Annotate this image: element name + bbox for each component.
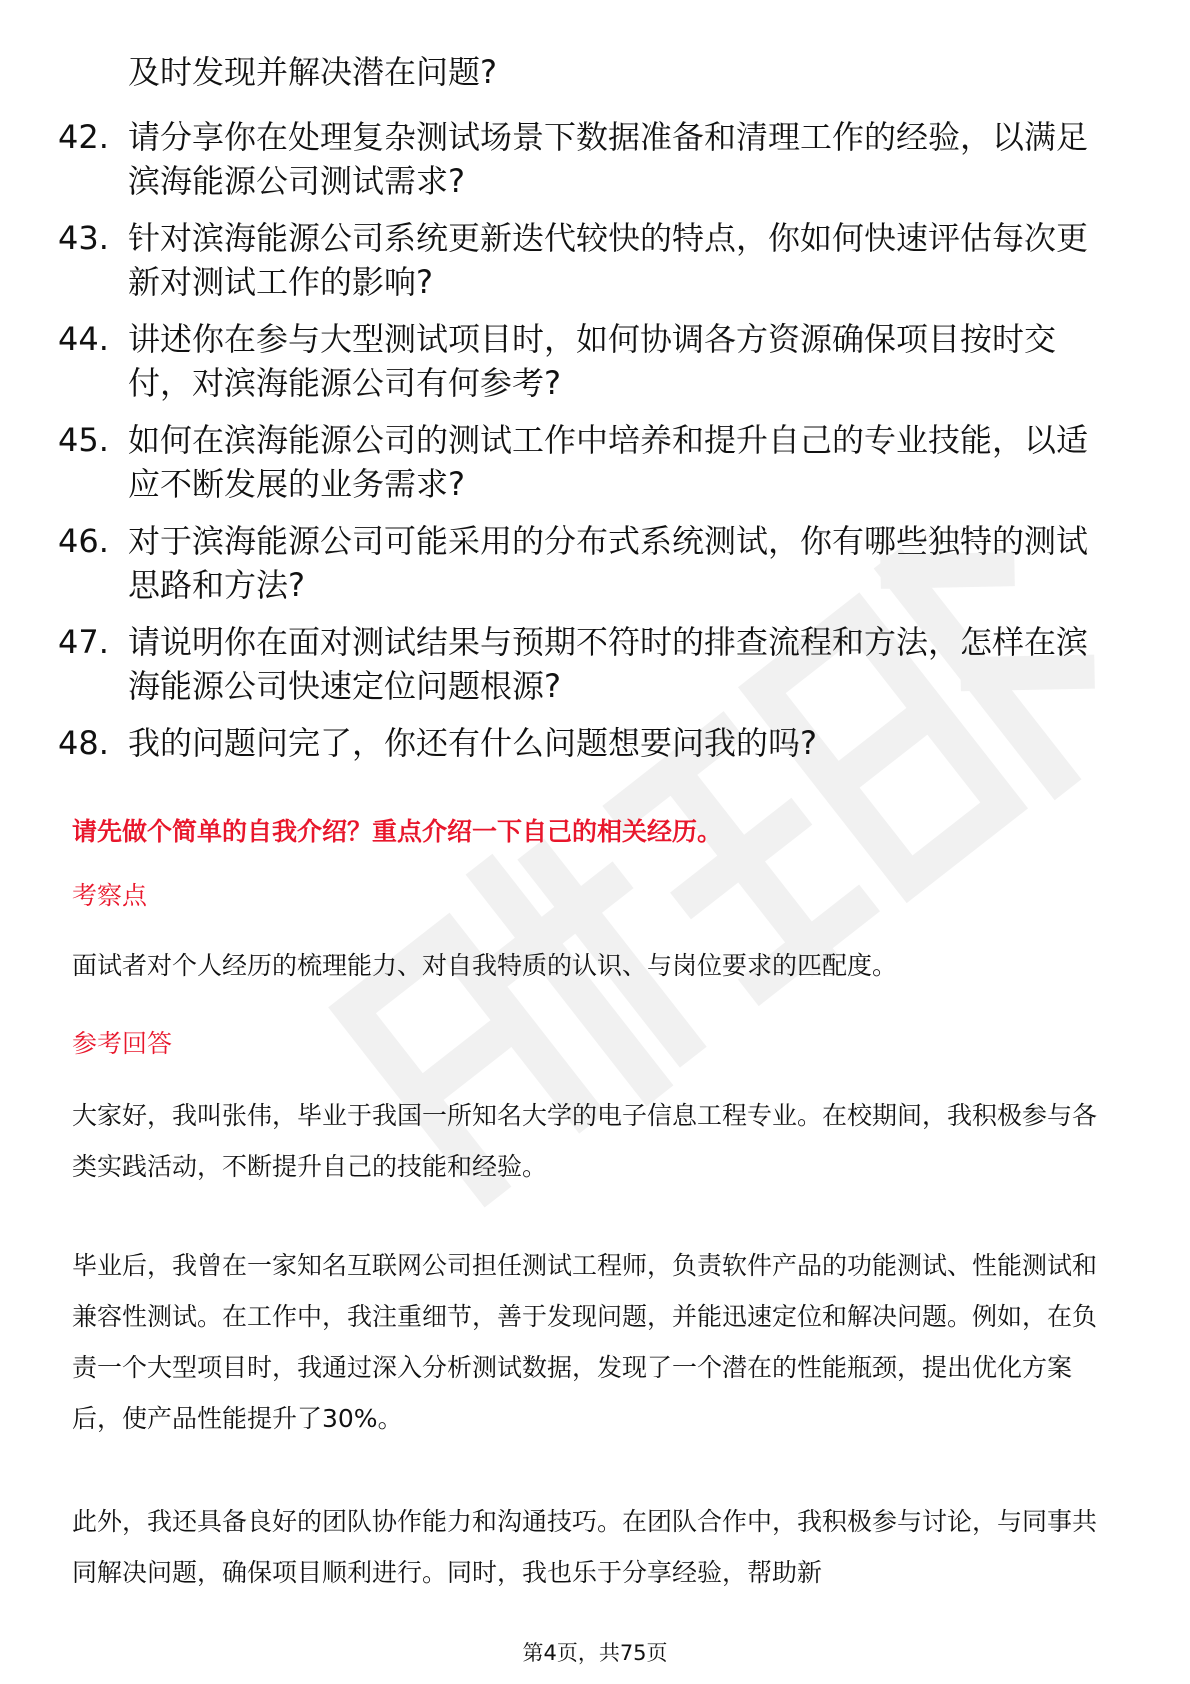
question-text: 请说明你在面对测试结果与预期不符时的排查流程和方法，怎样在滨海能源公司快速定位问题根源?: [128, 623, 1089, 705]
list-item: [58, 418, 1128, 506]
list-item: [58, 519, 1128, 607]
question-number: 47.: [58, 623, 109, 661]
question-text: 请分享你在处理复杂测试场景下数据准备和清理工作的经验，以满足滨海能源公司测试需求?: [128, 118, 1089, 200]
question-number: 44.: [58, 320, 109, 358]
question-text: 针对滨海能源公司系统更新迭代较快的特点，你如何快速评估每次更新对测试工作的影响?: [128, 219, 1089, 301]
list-item: [58, 115, 1128, 203]
answer-label: 参考回答: [72, 1029, 173, 1058]
focus-text: 面试者对个人经历的梳理能力、对自我特质的认识、与岗位要求的匹配度。: [72, 951, 898, 980]
question-list: [58, 115, 1128, 778]
section-question-heading: 请先做个简单的自我介绍？重点介绍一下自己的相关经历。: [72, 817, 723, 846]
list-item: [58, 721, 1128, 765]
answer-paragraph: 大家好，我叫张伟，毕业于我国一所知名大学的电子信息工程专业。在校期间，我积极参与各类实践活动，不断提升自己的技能和经验。: [72, 1101, 1098, 1181]
question-continued-line: 及时发现并解决潜在问题?: [128, 53, 497, 91]
answer-paragraph: 此外，我还具备良好的团队协作能力和沟通技巧。在团队合作中，我积极参与讨论，与同事共同解决问题，确保项目顺利进行。同时，我也乐于分享经验，帮助新: [72, 1507, 1098, 1587]
question-number: 43.: [58, 219, 109, 257]
question-number: 48.: [58, 724, 109, 762]
question-number: 46.: [58, 522, 109, 560]
focus-label: 考察点: [72, 881, 148, 910]
list-item: [58, 620, 1128, 708]
list-item: [58, 216, 1128, 304]
list-item: [58, 317, 1128, 405]
question-text: 讲述你在参与大型测试项目时，如何协调各方资源确保项目按时交付，对滨海能源公司有何参考?: [128, 320, 1057, 402]
question-text: 如何在滨海能源公司的测试工作中培养和提升自己的专业技能，以适应不断发展的业务需求?: [128, 421, 1089, 503]
answer-paragraph: 毕业后，我曾在一家知名互联网公司担任测试工程师，负责软件产品的功能测试、性能测试和兼容性测试。在工作中，我注重细节，善于发现问题，并能迅速定位和解决问题。例如，在负责一个大型项目时，我通过深入分析测试数据，发现了一个潜在的性能瓶颈，提出优化方案后，使产品性能提升了30%。: [72, 1251, 1098, 1433]
question-text: 对于滨海能源公司可能采用的分布式系统测试，你有哪些独特的测试思路和方法?: [128, 522, 1089, 604]
question-number: 42.: [58, 118, 109, 156]
question-number: 45.: [58, 421, 109, 459]
page-footer: 第4页，共75页: [522, 1641, 668, 1665]
question-text: 我的问题问完了，你还有什么问题想要问我的吗?: [128, 724, 817, 762]
